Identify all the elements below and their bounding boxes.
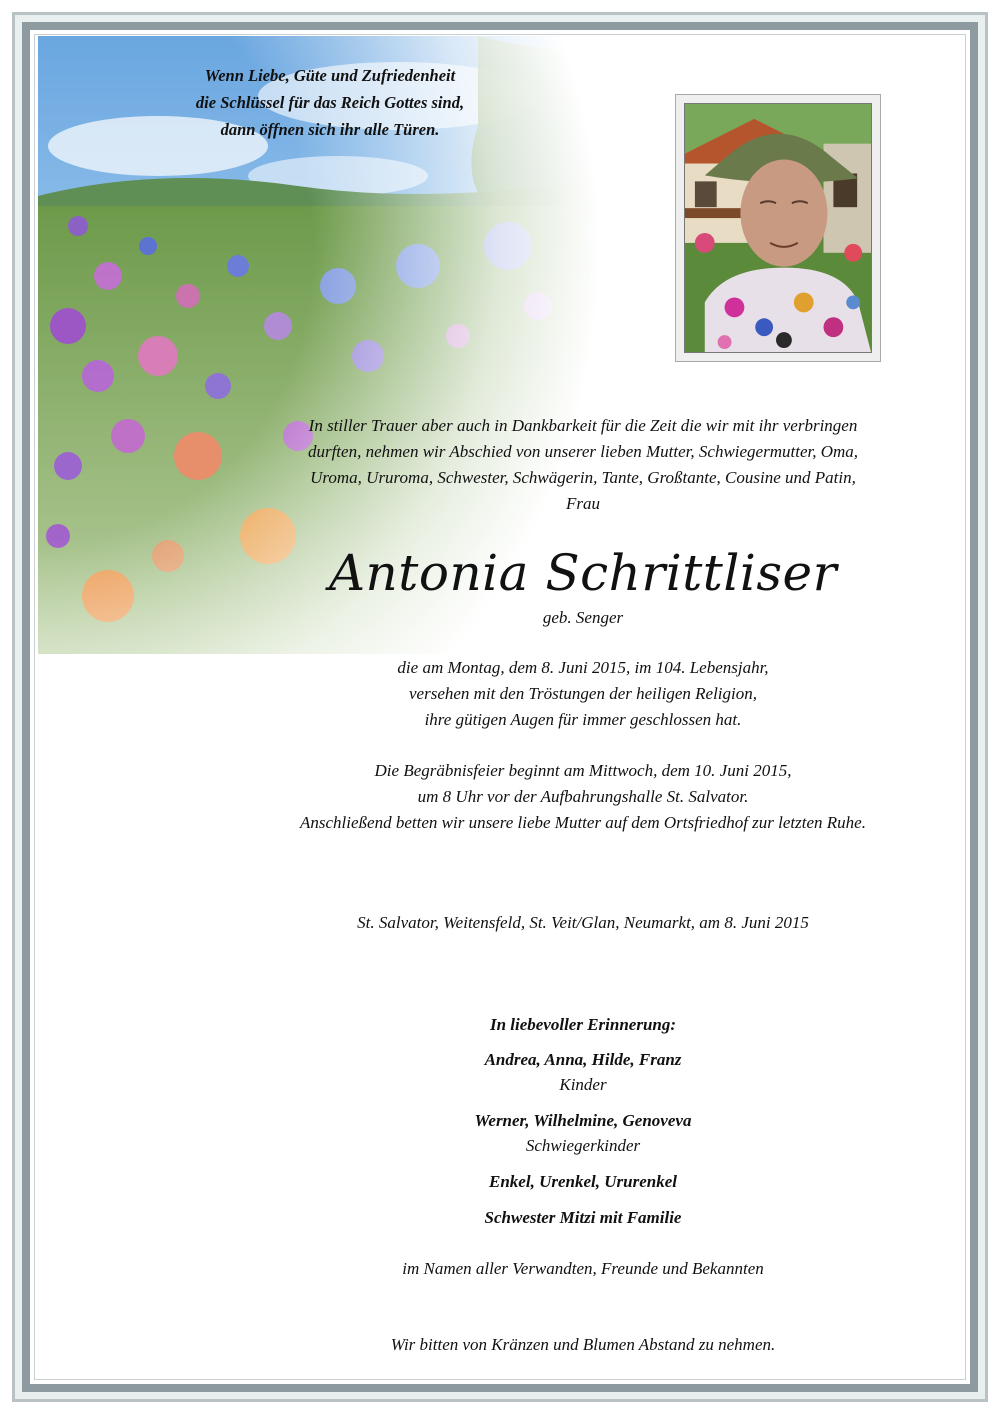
- motto-line: Wenn Liebe, Güte und Zufriedenheit: [204, 66, 456, 85]
- mourners-group: [240, 1169, 926, 1195]
- death-line: die am Montag, dem 8. Juni 2015, im 104. Lebensjahr,: [397, 658, 769, 677]
- death-line: ihre gütigen Augen für immer geschlossen hat.: [424, 710, 742, 729]
- death-line: versehen mit den Tröstungen der heiligen Religion,: [409, 684, 757, 703]
- mourners-closing: [240, 1256, 926, 1282]
- mourners-group: [240, 1108, 926, 1158]
- mourners-group: [240, 1047, 926, 1097]
- mourners-closing-text: im Namen aller Verwandten, Freunde und Bekannten: [402, 1259, 764, 1278]
- funeral-line: Anschließend betten wir unsere liebe Mutter auf dem Ortsfriedhof zur letzten Ruhe.: [300, 813, 866, 832]
- mourner-names: Andrea, Anna, Hilde, Franz: [484, 1050, 682, 1069]
- mourner-names: Schwester Mitzi mit Familie: [484, 1208, 682, 1227]
- funeral-line: Die Begräbnisfeier beginnt am Mittwoch, dem 10. Juni 2015,: [374, 761, 792, 780]
- motto-line: dann öffnen sich ihr alle Türen.: [220, 120, 440, 139]
- mourner-names: Enkel, Urenkel, Ururenkel: [489, 1172, 677, 1191]
- intro-line: Frau: [566, 494, 600, 513]
- portrait-photo: [684, 103, 872, 353]
- motto-quote: [60, 62, 600, 143]
- intro-line: durften, nehmen wir Abschied von unserer lieben Mutter, Schwiegermutter, Oma,: [307, 442, 859, 461]
- mourners-heading-text: In liebevoller Erinnerung:: [489, 1015, 677, 1034]
- deceased-name: Antonia Schrittliser: [328, 544, 838, 602]
- mourner-names: Werner, Wilhelmine, Genoveva: [474, 1111, 692, 1130]
- intro-line: Uroma, Ururoma, Schwester, Schwägerin, Tante, Großtante, Cousine und Patin,: [310, 468, 856, 487]
- birth-name: [240, 605, 926, 631]
- intro-line: In stiller Trauer aber auch in Dankbarkeit für die Zeit die wir mit ihr verbringen: [308, 416, 858, 435]
- mourner-relation: Schwiegerkinder: [525, 1136, 641, 1155]
- place-date-text: St. Salvator, Weitensfeld, St. Veit/Glan, Neumarkt, am 8. Juni 2015: [357, 913, 809, 932]
- flower-request-text: Wir bitten von Kränzen und Blumen Abstand zu nehmen.: [390, 1335, 776, 1354]
- mourner-relation: Kinder: [559, 1075, 607, 1094]
- funeral-line: um 8 Uhr vor der Aufbahrungshalle St. Salvator.: [417, 787, 749, 806]
- mourners-group: [240, 1205, 926, 1231]
- birth-name-text: geb. Senger: [542, 608, 624, 627]
- flower-request: [240, 1332, 926, 1358]
- intro-text: [240, 413, 926, 517]
- death-notice: [240, 655, 926, 733]
- portrait-frame: [675, 94, 881, 362]
- mourners-heading: [240, 1012, 926, 1038]
- motto-line: die Schlüssel für das Reich Gottes sind,: [195, 93, 465, 112]
- place-date: [240, 910, 926, 936]
- funeral-info: [240, 758, 926, 836]
